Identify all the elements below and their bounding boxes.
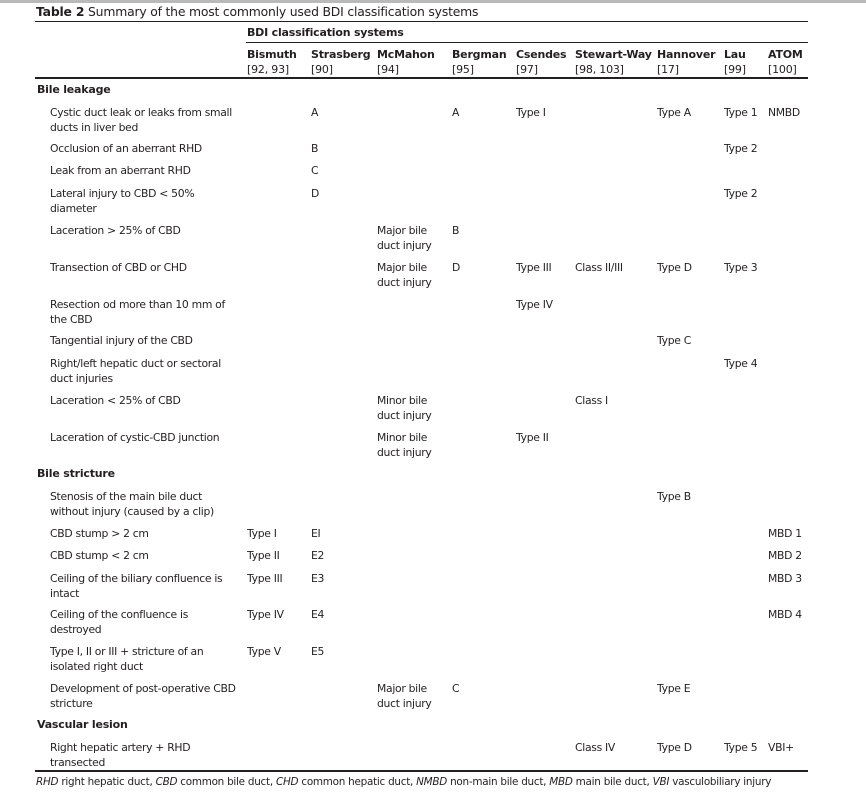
row-description: Lateral injury to CBD < 50% diameter: [50, 187, 195, 215]
abbreviation: CHD: [275, 776, 299, 788]
cell-atom: MBD 3: [768, 572, 802, 585]
cell-bergman: D: [452, 261, 461, 274]
cell-hannover: Type D: [657, 741, 692, 754]
column-reference: [98, 103]: [575, 63, 624, 76]
cell-strasberg: B: [311, 142, 319, 155]
row-description: Transection of CBD or CHD: [50, 261, 187, 274]
cell-lau: Type 4: [724, 357, 758, 370]
group-header: BDI classification systems: [247, 26, 404, 39]
cell-strasberg: E4: [311, 608, 325, 621]
table-footnote: [36, 776, 771, 788]
abbreviation-definition: common bile duct,: [177, 776, 276, 788]
cell-strasberg: C: [311, 164, 319, 177]
cell-bismuth: Type II: [247, 549, 280, 562]
row-description: Tangential injury of the CBD: [50, 334, 193, 347]
column-reference: [92, 93]: [247, 63, 289, 76]
row-description: Laceration < 25% of CBD: [50, 394, 181, 407]
column-reference: [97]: [516, 63, 538, 76]
cell-lau: Type 2: [724, 142, 758, 155]
column-reference: [90]: [311, 63, 333, 76]
cell-bismuth: Type III: [247, 572, 283, 585]
row-description: CBD stump < 2 cm: [50, 549, 149, 562]
row-description: Laceration > 25% of CBD: [50, 224, 181, 237]
abbreviation: RHD: [36, 776, 59, 788]
column-name: Lau: [724, 48, 746, 61]
column-reference: [94]: [377, 63, 399, 76]
column-name: Bismuth: [247, 48, 297, 61]
row-description: Right hepatic artery + RHD transected: [50, 741, 191, 769]
cell-mcmahon: Major bile duct injury: [377, 261, 432, 289]
cell-csendes: Type IV: [516, 298, 553, 311]
abbreviation-definition: vasculobiliary injury: [669, 776, 772, 788]
cell-hannover: Type B: [657, 490, 691, 503]
column-header-csendes: [516, 47, 566, 77]
row-description: Ceiling of the confluence is destroyed: [50, 608, 189, 636]
column-name: Stewart-Way: [575, 48, 652, 61]
cell-lau: Type 1: [724, 106, 758, 119]
column-header-bergman: [452, 47, 506, 77]
cell-atom: VBI+: [768, 741, 794, 754]
row-description: Stenosis of the main bile duct without injury (caused by a clip): [50, 490, 214, 518]
column-reference: [99]: [724, 63, 746, 76]
row-description: Development of post-operative CBD stricture: [50, 682, 236, 710]
abbreviation: CBD: [155, 776, 178, 788]
cell-hannover: Type D: [657, 261, 692, 274]
cell-hannover: Type A: [657, 106, 691, 119]
row-description: Ceiling of the biliary confluence is intact: [50, 572, 223, 600]
top-rule: [35, 21, 808, 22]
cell-mcmahon: Major bile duct injury: [377, 224, 432, 252]
abbreviation-definition: common hepatic duct,: [298, 776, 417, 788]
cell-hannover: Type C: [657, 334, 691, 347]
cell-strasberg: E2: [311, 549, 325, 562]
column-header-strasberg: [311, 47, 370, 77]
cell-bismuth: Type I: [247, 527, 277, 540]
cell-mcmahon: Minor bile duct injury: [377, 431, 432, 459]
bottom-rule: [35, 770, 808, 772]
cell-strasberg: E5: [311, 645, 325, 658]
cell-mcmahon: Major bile duct injury: [377, 682, 432, 710]
cell-strasberg: EI: [311, 527, 321, 540]
cell-mcmahon: Minor bile duct injury: [377, 394, 432, 422]
row-description: Leak from an aberrant RHD: [50, 164, 191, 177]
cell-bergman: B: [452, 224, 460, 237]
cell-hannover: Type E: [657, 682, 691, 695]
column-header-lau: [724, 47, 746, 77]
column-name: Strasberg: [311, 48, 371, 61]
group-header-rule: [246, 42, 808, 43]
abbreviation-definition: main bile duct,: [572, 776, 653, 788]
table-title: Summary of the most commonly used BDI classification systems: [84, 4, 479, 19]
column-header-hannover: [657, 47, 715, 77]
cell-lau: Type 5: [724, 741, 758, 754]
cell-csendes: Type I: [516, 106, 546, 119]
column-reference: [100]: [768, 63, 797, 76]
cell-csendes: Type III: [516, 261, 552, 274]
abbreviation: NMBD: [416, 776, 448, 788]
cell-atom: NMBD: [768, 106, 800, 119]
section-heading: Bile leakage: [37, 83, 111, 96]
section-heading: Vascular lesion: [37, 718, 128, 731]
cell-stewartway: Class I: [575, 394, 608, 407]
header-bottom-rule: [35, 77, 808, 79]
section-heading: Bile stricture: [37, 467, 115, 480]
cell-bergman: C: [452, 682, 460, 695]
cell-strasberg: D: [311, 187, 320, 200]
cell-atom: MBD 4: [768, 608, 802, 621]
column-header-bismuth: [247, 47, 297, 77]
column-name: Bergman: [452, 48, 507, 61]
cell-atom: MBD 1: [768, 527, 802, 540]
table-label: Table 2: [36, 4, 85, 19]
cell-strasberg: A: [311, 106, 319, 119]
row-description: Cystic duct leak or leaks from small ducts in liver bed: [50, 106, 232, 134]
table-caption: [36, 4, 478, 19]
cell-stewartway: Class IV: [575, 741, 616, 754]
row-description: Occlusion of an aberrant RHD: [50, 142, 202, 155]
column-name: Hannover: [657, 48, 716, 61]
abbreviation: VBI: [652, 776, 670, 788]
row-description: CBD stump > 2 cm: [50, 527, 149, 540]
cell-stewartway: Class II/III: [575, 261, 623, 274]
cell-bergman: A: [452, 106, 460, 119]
cell-bismuth: Type IV: [247, 608, 284, 621]
row-description: Laceration of cystic-CBD junction: [50, 431, 220, 444]
cell-lau: Type 2: [724, 187, 758, 200]
column-header-stewartway: [575, 47, 652, 77]
column-name: ATOM: [768, 48, 803, 61]
cell-atom: MBD 2: [768, 549, 802, 562]
row-description: Resection od more than 10 mm of the CBD: [50, 298, 225, 326]
column-reference: [95]: [452, 63, 474, 76]
abbreviation-definition: non-main bile duct,: [447, 776, 550, 788]
top-border: [0, 0, 866, 3]
cell-lau: Type 3: [724, 261, 758, 274]
column-name: Csendes: [516, 48, 567, 61]
column-header-atom: [768, 47, 803, 77]
row-description: Type I, II or III + stricture of an isolated right duct: [50, 645, 204, 673]
abbreviation: MBD: [549, 776, 573, 788]
cell-bismuth: Type V: [247, 645, 281, 658]
row-description: Right/left hepatic duct or sectoral duct injuries: [50, 357, 221, 385]
column-name: McMahon: [377, 48, 435, 61]
cell-csendes: Type II: [516, 431, 549, 444]
cell-strasberg: E3: [311, 572, 325, 585]
abbreviation-definition: right hepatic duct,: [58, 776, 156, 788]
column-reference: [17]: [657, 63, 679, 76]
column-header-mcmahon: [377, 47, 435, 77]
